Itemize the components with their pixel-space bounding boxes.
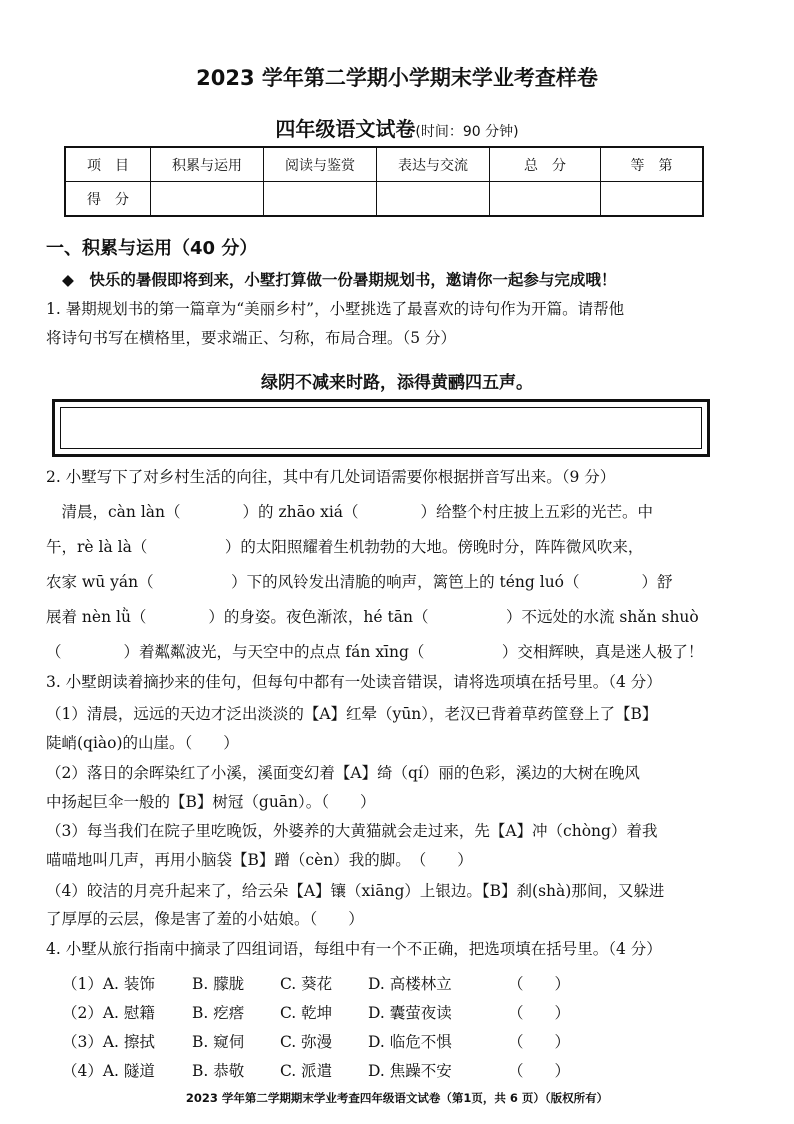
q3-line: （3）每当我们在院子里吃晚饭，外婆养的大黄猫就会走过来，先【A】冲（chòng）着我 [46,822,658,840]
page-footer: 2023 学年第二学期期末学业考查四年级语文试卷（第1页，共 6 页）（版权所有） [185,1091,609,1105]
q1-line: 1. 暑期规划书的第一篇章为“美丽乡村”，小墅挑选了最喜欢的诗句作为开篇。请帮他 [46,300,625,318]
option-a: （2）A. 慰籍 [62,1004,155,1022]
q3-line: （4）皎洁的月亮升起来了，给云朵【A】镶（xiāng）上银边。【B】刹(shà)那间，又躲进 [46,882,665,900]
score-cell: 表达与交流 [377,147,490,182]
score-input-cell[interactable] [377,182,490,217]
score-input-cell[interactable] [264,182,377,217]
score-cell: 得 分 [65,182,151,217]
time-limit: (时间：90 分钟) [415,124,519,140]
writing-box[interactable] [52,399,710,457]
q3-line: 中扬起巨伞一般的【B】树冠（guān）。（ ） [46,793,376,811]
score-input-cell[interactable] [601,182,704,217]
writing-box-inner [60,407,702,449]
q3-line: 陡峭(qiào)的山崖。（ ） [46,734,239,752]
option-a: （3）A. 擦拭 [62,1033,155,1051]
q2-line: 午，rè là là（ ）的太阳照耀着生机勃勃的大地。傍晚时分，阵阵微风吹来， [46,538,644,556]
q3-title: 3. 小墅朗读着摘抄来的佳句，但每句中都有一处读音错误，请将选项填在括号里。（4 分） [46,673,662,691]
poem-line: 绿阴不减来时路，添得黄鹂四五声。 [261,373,533,393]
q4-title: 4. 小墅从旅行指南中摘录了四组词语，每组中有一个不正确，把选项填在括号里。（4 分） [46,940,662,958]
q2-line: 展着 nèn lǜ（ ）的身姿。夜色渐浓，hé tān（ ）不远处的水流 shǎn shuò [46,608,699,626]
option-c: C. 葵花 [280,975,333,993]
score-cell: 等 第 [601,147,704,182]
score-table [64,146,704,217]
score-table-score-row [65,182,703,217]
q2-line: 农家 wū yán（ ）下的风铃发出清脆的响声，篱笆上的 téng luó（ ）舒 [46,573,673,591]
q1-line: 将诗句书写在横格里，要求端正、匀称，布局合理。（5 分） [46,329,457,347]
option-c: C. 派遣 [280,1062,333,1080]
q2-line: 清晨，càn làn（ ）的 zhāo xiá（ ）给整个村庄披上五彩的光芒。中 [46,503,654,521]
section-intro: ◆ 快乐的暑假即将到来，小墅打算做一份暑期规划书，邀请你一起参与完成哦！ [62,270,617,289]
answer-bracket[interactable]: （ ） [508,1062,571,1080]
q3-line: （1）清晨，远远的天边才泛出淡淡的【A】红晕（yūn），老汉已背着草药筐登上了【B】 [46,705,658,723]
option-a: （1）A. 装饰 [62,975,155,993]
exam-subtitle [0,113,794,142]
option-d: D. 临危不惧 [368,1033,452,1051]
option-a: （4）A. 隧道 [62,1062,155,1080]
section-heading: 一、积累与运用（40 分） [46,238,258,259]
score-input-cell[interactable] [490,182,601,217]
score-cell: 项 目 [65,147,151,182]
option-c: C. 弥漫 [280,1033,333,1051]
answer-bracket[interactable]: （ ） [508,1033,571,1051]
score-cell: 总 分 [490,147,601,182]
score-cell: 阅读与鉴赏 [264,147,377,182]
q2-title: 2. 小墅写下了对乡村生活的向往，其中有几处词语需要你根据拼音写出来。（9 分） [46,468,616,486]
subject-title: 四年级语文试卷 [275,117,416,141]
option-d: D. 囊萤夜读 [368,1004,452,1022]
option-b: B. 窥伺 [192,1033,245,1051]
score-input-cell[interactable] [151,182,264,217]
answer-bracket[interactable]: （ ） [508,975,571,993]
score-table-header-row [65,147,703,182]
score-cell: 积累与运用 [151,147,264,182]
option-d: D. 焦躁不安 [368,1062,452,1080]
q3-line: 喵喵地叫几声，再用小脑袋【B】蹭（cèn）我的脚。 （ ） [46,851,473,869]
q3-line: （2）落日的余晖染红了小溪，溪面变幻着【A】绮（qí）丽的色彩，溪边的大树在晚风 [46,764,640,782]
option-c: C. 乾坤 [280,1004,333,1022]
q3-line: 了厚厚的云层，像是害了羞的小姑娘。（ ） [46,910,364,928]
option-b: B. 恭敬 [192,1062,245,1080]
option-b: B. 疙瘩 [192,1004,245,1022]
option-d: D. 高楼林立 [368,975,452,993]
option-b: B. 朦胧 [192,975,245,993]
q2-line: （ ）着粼粼波光，与天空中的点点 fán xīng（ ）交相辉映，真是迷人极了！ [46,643,704,661]
answer-bracket[interactable]: （ ） [508,1004,571,1022]
exam-title: 2023 学年第二学期小学期末学业考查样卷 [196,66,598,90]
